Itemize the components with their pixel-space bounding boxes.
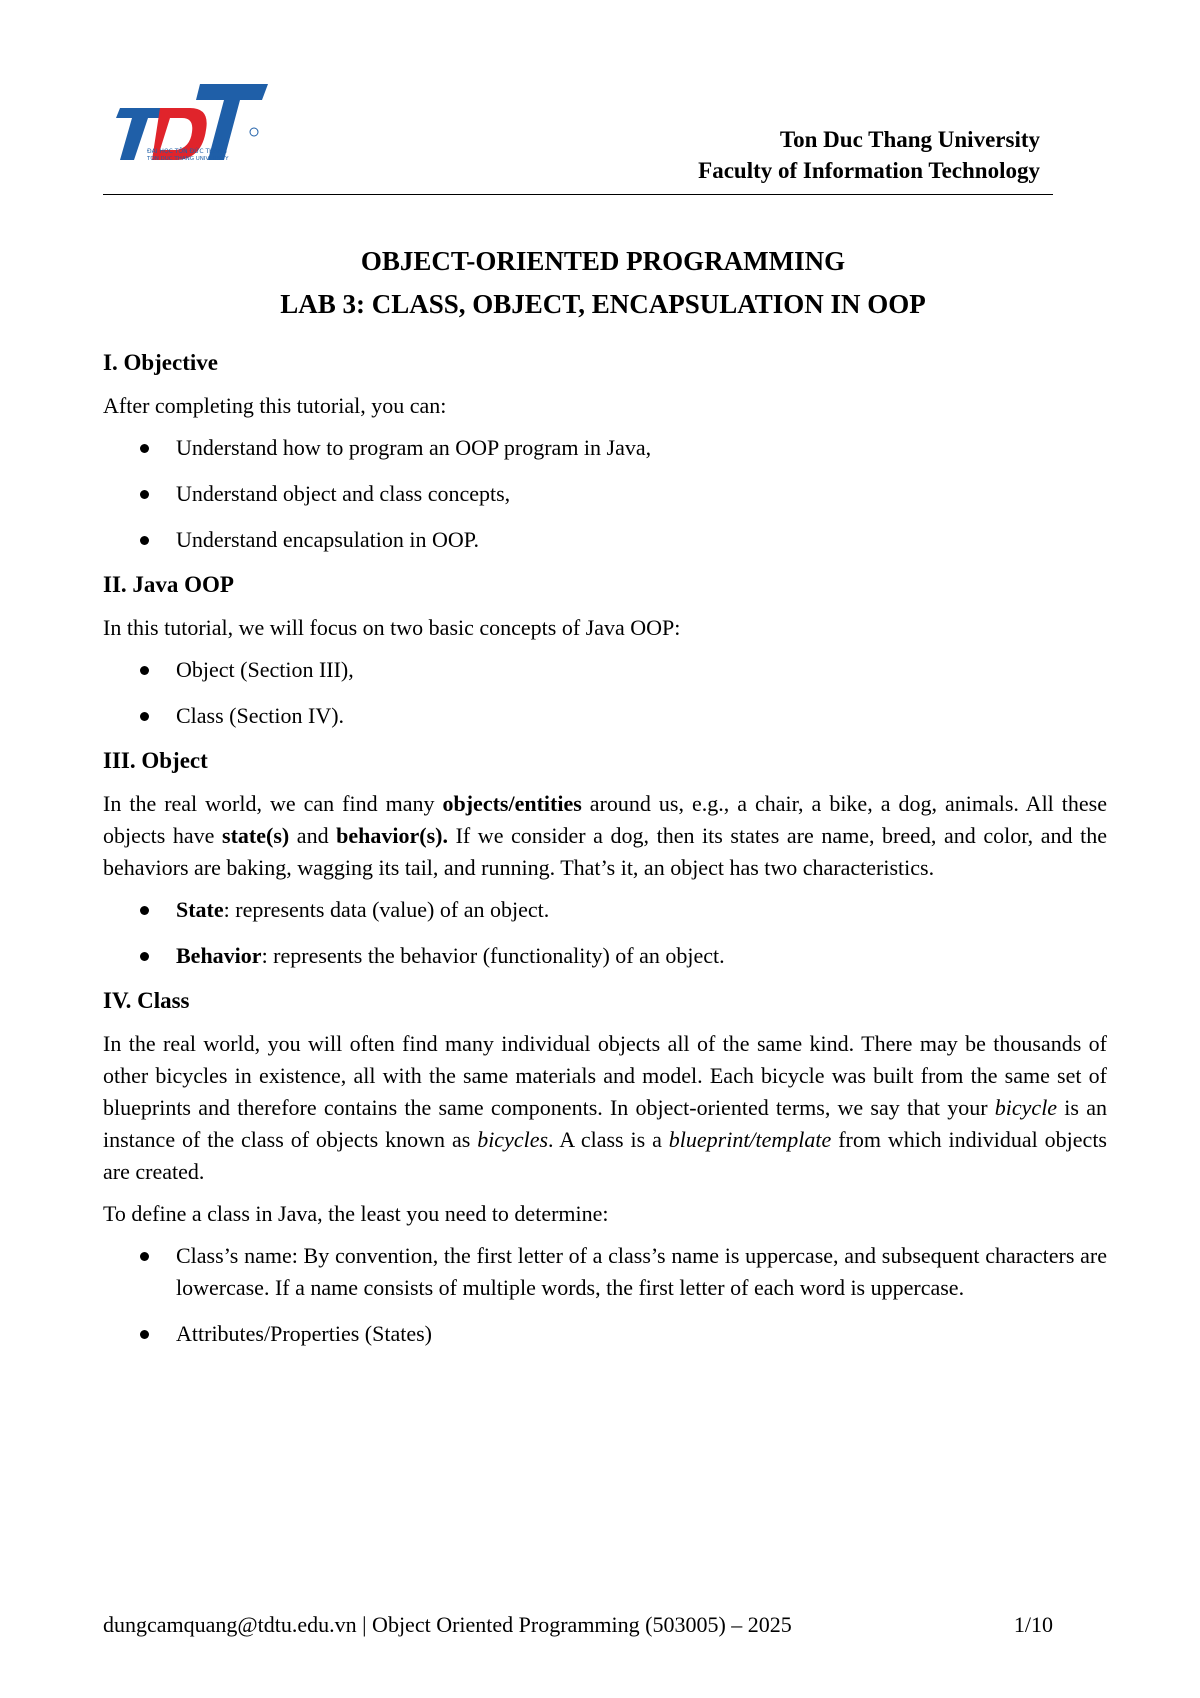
text-run: and <box>289 823 337 848</box>
list-item <box>103 654 1107 686</box>
object-paragraph <box>103 788 1107 884</box>
text-run: from which individual objects are created. <box>103 1127 1107 1184</box>
text-run: If we consider a dog, then its states are name, breed, and color, and the behaviors are baking, wagging its tail, and running. That’s it, an object has two characteristics. <box>103 823 1107 880</box>
list-item <box>103 940 1107 972</box>
bold-term: behavior(s). <box>336 823 448 848</box>
footer-text: dungcamquang@tdtu.edu.vn | Object Oriented Programming (503005) – 2025 <box>103 1612 792 1637</box>
logo-text-en: TON DUC THANG UNIVERSITY <box>147 156 229 162</box>
list-item <box>103 700 1107 732</box>
list-item <box>103 894 1107 926</box>
list-item-text: Understand how to program an OOP program in Java, <box>176 435 652 460</box>
title-line-1: OBJECT-ORIENTED PROGRAMMING <box>360 246 846 276</box>
objective-list <box>103 432 1107 556</box>
object-characteristics-list <box>103 894 1107 972</box>
term-desc: : represents the behavior (functionality) of an object. <box>261 943 725 968</box>
italic-term: bicycle <box>994 1095 1058 1120</box>
list-item <box>103 1318 1107 1350</box>
objective-intro: After completing this tutorial, you can: <box>103 393 447 418</box>
tdt-logo <box>112 78 272 168</box>
list-item-text: Understand object and class concepts, <box>176 481 511 506</box>
java-oop-list <box>103 654 1107 732</box>
document-title <box>103 240 1103 326</box>
institution-block <box>698 124 1040 186</box>
term-desc: : represents data (value) of an object. <box>223 897 550 922</box>
term-label: Behavior <box>176 943 262 968</box>
class-define-list <box>103 1240 1107 1350</box>
university-name: Ton Duc Thang University <box>779 127 1040 152</box>
list-item <box>103 1240 1107 1304</box>
bullet-icon <box>140 444 149 453</box>
bullet-icon <box>140 952 149 961</box>
text-run: In the real world, you will often find many individual objects all of the same kind. There may be thousands of other bicycles in existence, all with the same materials and model. Each bicycle was built from the same set of blueprints and therefore contains the same components. In object-oriented terms, we say that your <box>103 1031 1107 1120</box>
section-heading-objective: I. Objective <box>103 350 218 375</box>
tdt-logo-graphic <box>112 78 272 168</box>
text-run: In the real world, we can find many <box>103 791 443 816</box>
faculty-name: Faculty of Information Technology <box>698 158 1040 183</box>
header-divider <box>103 194 1053 195</box>
section-heading-object: III. Object <box>103 748 208 773</box>
bullet-icon <box>140 490 149 499</box>
page-footer <box>103 1610 1053 1640</box>
bullet-icon <box>140 906 149 915</box>
class-define-intro: To define a class in Java, the least you need to determine: <box>103 1201 609 1226</box>
list-item <box>103 478 1107 510</box>
bullet-icon <box>140 712 149 721</box>
text-run: is an instance of the class of objects known as <box>103 1095 1107 1152</box>
logo-text-vi: ĐẠI HỌC TÔN ĐỨC THẮNG <box>147 148 227 155</box>
list-item-text: Class’s name: By convention, the first letter of a class’s name is uppercase, and subsequent characters are lowercase. If a name consists of multiple words, the first letter of each word is uppercase. <box>176 1243 1107 1300</box>
title-line-2: LAB 3: CLASS, OBJECT, ENCAPSULATION IN OOP <box>280 289 926 319</box>
bold-term: objects/entities <box>442 791 582 816</box>
text-run: around us, e.g., a chair, a bike, a dog, animals. All these objects have <box>103 791 1107 848</box>
section-heading-class: IV. Class <box>103 988 190 1013</box>
section-heading-java-oop: II. Java OOP <box>103 572 234 597</box>
bullet-icon <box>140 536 149 545</box>
bullet-icon <box>140 1252 149 1261</box>
document-body <box>103 348 1107 1364</box>
bullet-icon <box>140 1330 149 1339</box>
list-item-text: Understand encapsulation in OOP. <box>176 527 480 552</box>
list-item <box>103 432 1107 464</box>
italic-term: blueprint/template <box>668 1127 832 1152</box>
text-run: . A class is a <box>548 1127 669 1152</box>
class-paragraph <box>103 1028 1107 1188</box>
java-oop-intro: In this tutorial, we will focus on two basic concepts of Java OOP: <box>103 615 681 640</box>
list-item <box>103 524 1107 556</box>
bold-term: state(s) <box>222 823 290 848</box>
list-item-text: Class (Section IV). <box>176 703 345 728</box>
bullet-icon <box>140 666 149 675</box>
list-item-text: Object (Section III), <box>176 657 354 682</box>
term-label: State <box>176 897 224 922</box>
italic-term: bicycles <box>477 1127 549 1152</box>
page-number: 1/10 <box>1013 1612 1053 1637</box>
list-item-text: Attributes/Properties (States) <box>176 1321 433 1346</box>
